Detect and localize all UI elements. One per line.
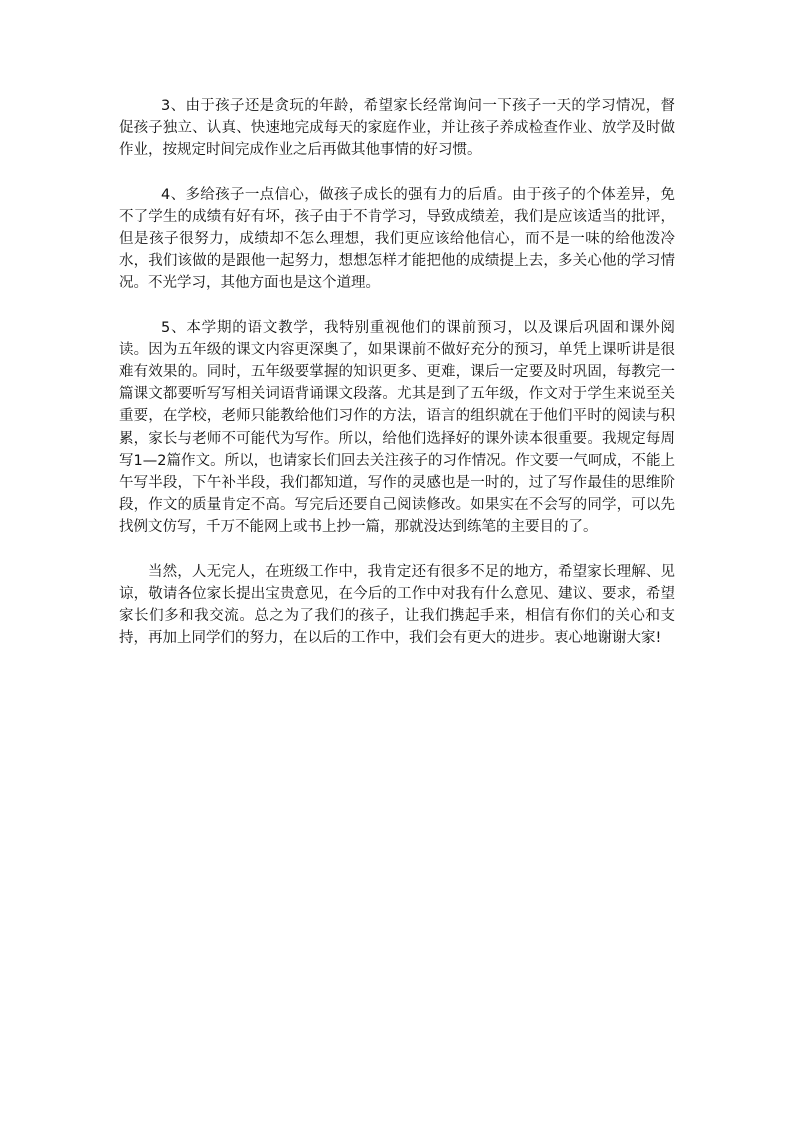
document-body (119, 95, 675, 649)
closing-paragraph: 当然，人无完人，在班级工作中，我肯定还有很多不足的地方，希望家长理解、见谅，敬请各位家长提出宝贵意见，在今后的工作中对我有什么意见、建议、要求，希望家长们多和我交流。总之为了我们的孩子，让我们携起手来，相信有你们的关心和支持，再加上同学们的努力，在以后的工作中，我们会有更大的进步。衷心地谢谢大家! (119, 563, 675, 647)
paragraph-item-4: 4、多给孩子一点信心，做孩子成长的强有力的后盾。由于孩子的个体差异，免不了学生的成绩有好有坏，孩子由于不肯学习，导致成绩差，我们是应该适当的批评，但是孩子很努力，成绩却不怎么理想，我们更应该给他信心，而不是一味的给他泼冷水，我们该做的是跟他一起努力，想想怎样才能把他的成绩提上去，多关心他的学习情况。不光学习，其他方面也是这个道理。 (119, 186, 675, 292)
paragraph-item-3: 3、由于孩子还是贪玩的年龄，希望家长经常询问一下孩子一天的学习情况，督促孩子独立、认真、快速地完成每天的家庭作业，并让孩子养成检查作业、放学及时做作业，按规定时间完成作业之后再做其他事情的好习惯。 (119, 98, 675, 159)
paragraph-item-5: 5、本学期的语文教学，我特别重视他们的课前预习，以及课后巩固和课外阅读。因为五年级的课文内容更深奥了，如果课前不做好充分的预习，单凭上课听讲是很难有效果的。同时，五年级要掌握的知识更多、更难，课后一定要及时巩固，每教完一篇课文都要听写写相关词语背诵课文段落。尤其是到了五年级，作文对于学生来说至关重要，在学校，老师只能教给他们习作的方法，语言的组织就在于他们平时的阅读与积累，家长与老师不可能代为写作。所以，给他们选择好的课外读本很重要。我规定每周写1—2篇作文。所以，也请家长们回去关注孩子的习作情况。作文要一气呵成，不能上午写半段，下午补半段，我们都知道，写作的灵感也是一时的，过了写作最佳的思维阶段，作文的质量肯定不高。写完后还要自己阅读修改。如果实在不会写的同学，可以先找例文仿写，千万不能网上或书上抄一篇，那就没达到练笔的主要目的了。 (119, 319, 675, 536)
